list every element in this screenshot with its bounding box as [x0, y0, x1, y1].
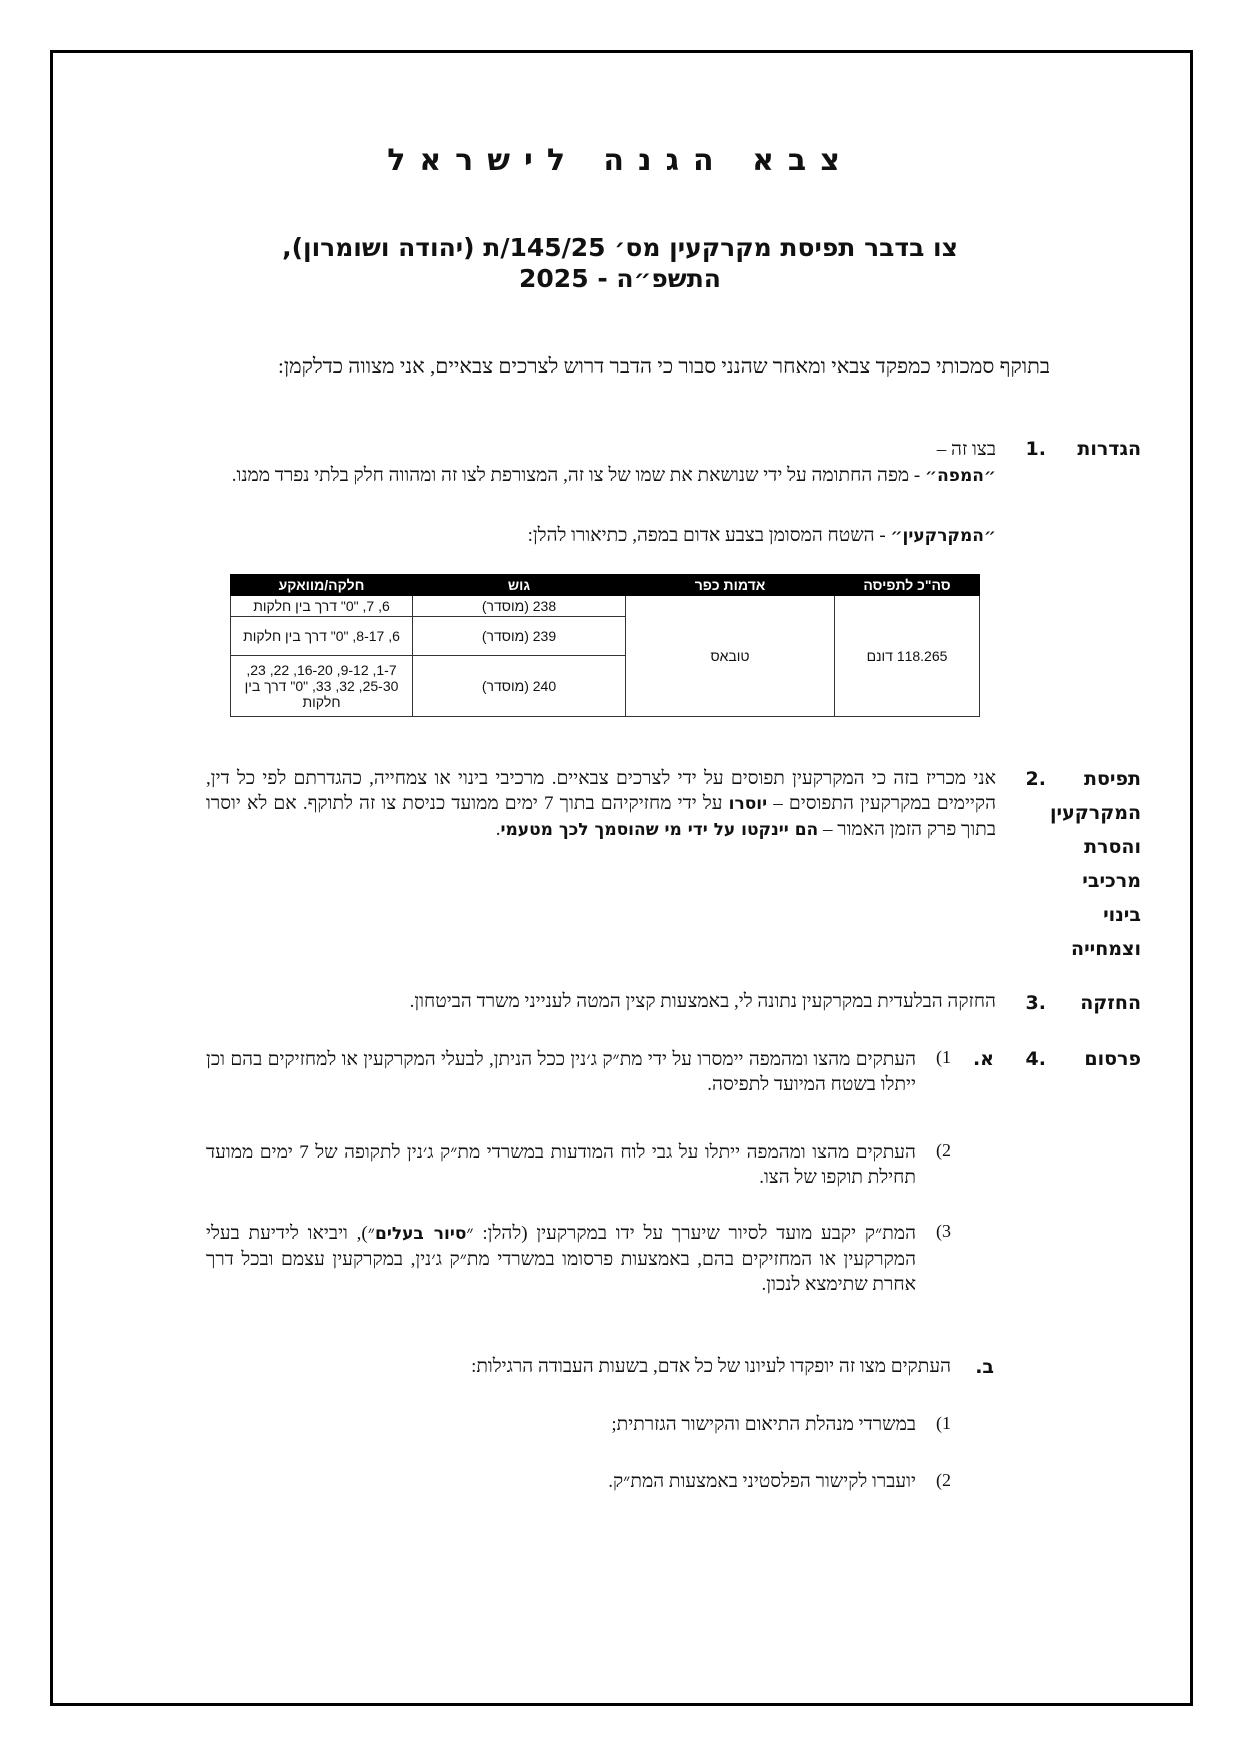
section-3-text: החזקה הבלעדית במקרקעין נתונה לי, באמצעות קצין המטה לענייני משרד הביטחון.	[409, 991, 996, 1012]
cell-total: 118.265 דונם	[835, 596, 980, 717]
term-owners-tour: סיור בעלים	[374, 1224, 467, 1244]
section-1-number: .1	[1025, 438, 1046, 460]
definition-land	[206, 524, 996, 548]
header-village: אדמות כפר	[626, 575, 835, 596]
item-a1-marker: 1)	[936, 1047, 951, 1067]
page-border	[50, 50, 1193, 1706]
item-a2-marker: 2)	[936, 1140, 951, 1160]
table-row	[231, 596, 980, 617]
term-land: ״המקרקעין״	[890, 526, 996, 546]
cell-block: 238 (מוסדר)	[413, 596, 626, 617]
definition-map-text: - מפה החתומה על ידי שנושאת את שמו של צו זה, המצורפת לצו זה ומהווה חלק בלתי נפרד ממנו.	[231, 465, 926, 486]
section-4-label: פרסום	[1084, 1048, 1141, 1070]
header-block: גוש	[413, 575, 626, 596]
order-title	[240, 232, 1000, 294]
definition-land-text: - השטח המסומן בצבע אדום במפה, כתיאורו להלן:	[527, 525, 891, 546]
cell-village: טובאס	[626, 596, 835, 717]
order-title-line1: צו בדבר תפיסת מקרקעין מס׳ 145/25/ת (יהודה ושומרון),	[282, 233, 958, 262]
header-total: סה"כ לתפיסה	[835, 575, 980, 596]
section-2-text-b: על ידי מחזיקיהם בתוך 7 ימים ממועד כניסת צו זה לתוקף. אם לא יוסרו בתוך פרק הזמן האמור –	[206, 793, 996, 840]
item-a2-text: העתקים מהצו ומהמפה ייתלו על גבי לוח המודעות במשרדי מת״ק ג׳נין לתקופה של 7 ימים ממועד תחילת תוקפו של הצו.	[206, 1142, 916, 1188]
cell-parcels: 1-7, 9-12, 16-20, 22, 23, 25-30, 32, 33, "0" דרך בין חלקות	[231, 656, 413, 717]
term-map: ״המפה״	[925, 466, 996, 486]
section-2-text-a: אני מכריז בזה כי המקרקעין תפוסים על ידי לצרכים צבאיים. מרכיבי בינוי או צמחייה, כהגדרתם לפי כל דין, הקיימים במקרקעין התפוסים –	[206, 768, 997, 814]
item-a1-text: העתקים מהצו ומהמפה יימסרו על ידי מת״ק ג׳נין ככל הניתן, לבעלי המקרקעין או למחזיקים בהם וכן ייתלו בשטח המיועד לתפיסה.	[206, 1049, 916, 1095]
cell-block: 240 (מוסדר)	[413, 656, 626, 717]
header-parcels: חלקה/מוואקע	[231, 575, 413, 596]
section-2-number: .2	[1025, 768, 1046, 790]
section-2-text-c: .	[495, 819, 501, 840]
item-a3-text-a: המת״ק יקבע מועד לסיור שיערך על ידו במקרקעין (להלן: ״	[466, 1223, 916, 1244]
section-2-text	[206, 766, 996, 843]
item-a3-text-b: ״), ויביאו לידיעת בעלי המקרקעין או המחזיקים בהם, באמצעות פרסומו במשרדי מת״ק ג׳נין, במקרקעין עצמם ובכל דרך אחרת שתימצא לנכון.	[206, 1223, 916, 1295]
preamble: בתוקף סמכותי כמפקד צבאי ומאחר שהנני סבור כי הדבר דרוש לצרכים צבאיים, אני מצווה כדלקמן:	[277, 354, 1050, 378]
subsection-b-marker: ב.	[975, 1356, 994, 1378]
item-a3-text	[206, 1221, 916, 1297]
section-1-intro: בצו זה –	[936, 439, 996, 460]
cell-parcels: 6, 8-17, "0" דרך בין חלקות	[231, 617, 413, 656]
section-4-number: .4	[1025, 1048, 1046, 1070]
section-2-bold-remove: יוסרו	[728, 794, 768, 814]
section-3-number: .3	[1025, 992, 1046, 1014]
subsection-b-text: העתקים מצו זה יופקדו לעיונו של כל אדם, בשעות העבודה הרגילות:	[471, 1356, 951, 1377]
item-b1-marker: 1)	[936, 1413, 951, 1433]
section-3-label: החזקה	[1080, 992, 1141, 1014]
army-name-heading: צבא הגנה לישראל	[387, 143, 854, 178]
subsection-a-marker: א.	[972, 1048, 994, 1070]
section-2-bold-enforce: הם יינקטו על ידי מי שהוסמך לכך מטעמי	[500, 820, 819, 840]
item-b2-marker: 2)	[936, 1470, 951, 1490]
section-2-label: תפיסת המקרקעין והסרת מרכיבי בינוי וצמחייה	[1050, 768, 1141, 960]
section-1-label: הגדרות	[1077, 438, 1141, 460]
order-title-line2: התשפ״ה - 2025	[519, 264, 721, 293]
cell-block: 239 (מוסדר)	[413, 617, 626, 656]
item-a3-marker: 3)	[936, 1221, 951, 1241]
item-b2-text: יועברו לקישור הפלסטיני באמצעות המת״ק.	[608, 1471, 916, 1492]
definition-map	[206, 464, 996, 488]
item-b1-text: במשרדי מנהלת התיאום והקישור הגזרתית;	[611, 1414, 916, 1435]
cell-parcels: 6, 7, "0" דרך בין חלקות	[231, 596, 413, 617]
land-table	[230, 574, 980, 717]
land-table-header-row	[231, 575, 980, 596]
